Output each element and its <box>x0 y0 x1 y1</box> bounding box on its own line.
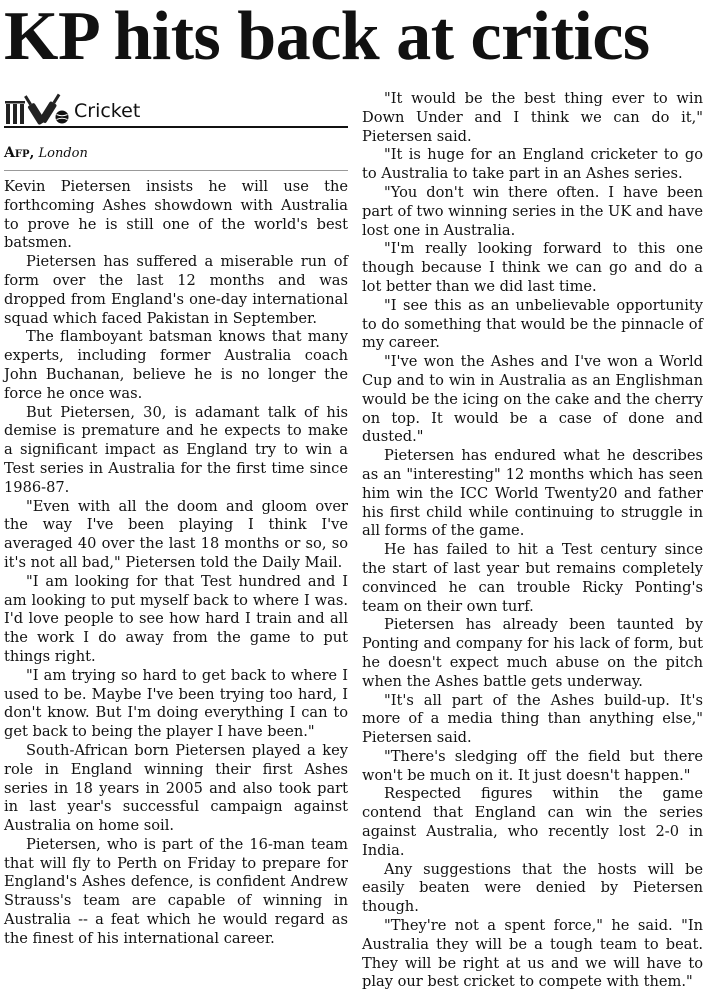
paragraph: Pietersen has already been taunted by Ponting and company for his lack of form, but he doesn't expect much abuse on the pitch when the Ashes battle gets underway. <box>362 616 703 690</box>
section-header <box>4 90 348 128</box>
paragraph: "I'm really looking forward to this one though because I think we can go and do a lot better than we did last time. <box>362 240 703 295</box>
section-label: Cricket <box>74 100 141 122</box>
paragraph: Respected figures within the game contend that England can win the series against Australia, who recently lost 2-0 in India. <box>362 785 703 859</box>
paragraph: "I see this as an unbelievable opportunity to do something that would be the pinnacle of my career. <box>362 296 703 352</box>
cricket-bat-ball-icon <box>4 90 70 126</box>
headline: KP hits back at critics <box>4 0 650 75</box>
paragraph: "I am looking for that Test hundred and I am looking to put myself back to where I was. I'd love people to see how hard I train and all the work I do away from the game to put things right. <box>4 572 348 665</box>
byline-agency: Afp, <box>4 145 35 161</box>
left-column <box>4 90 348 949</box>
paragraph: "It would be the best thing ever to win Down Under and I think we can do it," Pietersen said. <box>362 90 703 145</box>
paragraph: Pietersen has endured what he describes as an "interesting" 12 months which has seen him win the ICC World Twenty20 and father his first child while continuing to struggle in all forms of the game. <box>362 447 703 540</box>
paragraph: "I am trying so hard to get back to where I used to be. Maybe I've been trying too hard, I don't know. But I'm doing everything I can to get back to being the player I have been." <box>4 666 348 741</box>
paragraph: "They're not a spent force," he said. "In Australia they will be a tough team to beat. They will be right at us and we will have to play our best cricket to compete with them." <box>362 917 703 991</box>
paragraph: "I've won the Ashes and I've won a World Cup and to win in Australia as an Englishman would be the icing on the cake and the cherry on top. It would be a case of done and dusted." <box>362 353 703 446</box>
byline <box>4 144 348 171</box>
paragraph: Pietersen, who is part of the 16-man team that will fly to Perth on Friday to prepare for England's Ashes defence, is confident Andrew Strauss's team are capable of winning in Australia -- a feat which he would regard as the finest of his international career. <box>4 835 348 947</box>
paragraph: He has failed to hit a Test century since the start of last year but remains completely convinced he can trouble Ricky Ponting's team on their own turf. <box>362 541 703 615</box>
paragraph: "It is huge for an England cricketer to go to Australia to take part in an Ashes series. <box>362 146 703 183</box>
paragraph: But Pietersen, 30, is adamant talk of his demise is premature and he expects to make a significant impact as England try to win a Test series in Australia for the first time since 1986-87. <box>4 403 348 496</box>
paragraph: The flamboyant batsman knows that many experts, including former Australia coach John Buchanan, believe he is no longer the force he once was. <box>4 328 348 402</box>
paragraph: "It's all part of the Ashes build-up. It's more of a media thing than anything else," Pietersen said. <box>362 691 703 747</box>
paragraph: "You don't win there often. I have been part of two winning series in the UK and have lost one in Australia. <box>362 183 703 239</box>
paragraph: "Even with all the doom and gloom over the way I've been playing I think I've averaged 40 over the last 18 months or so, so it's not all bad," Pietersen told the Daily Mail. <box>4 497 348 571</box>
paragraph: South-African born Pietersen played a key role in England winning their first Ashes series in 18 years in 2005 and also took part in last year's successful campaign against Australia on home soil. <box>4 741 348 835</box>
byline-location: London <box>38 146 88 161</box>
paragraph: Kevin Pietersen insists he will use the forthcoming Ashes showdown with Australia to prove he is still one of the world's best batsmen. <box>4 178 348 252</box>
right-column <box>362 90 703 992</box>
paragraph: Any suggestions that the hosts will be easily beaten were denied by Pietersen though. <box>362 860 703 916</box>
paragraph: Pietersen has suffered a miserable run of form over the last 12 months and was dropped from England's one-day international squad which faced Pakistan in September. <box>4 253 348 327</box>
paragraph: "There's sledging off the field but there won't be much on it. It just doesn't happen." <box>362 747 703 784</box>
